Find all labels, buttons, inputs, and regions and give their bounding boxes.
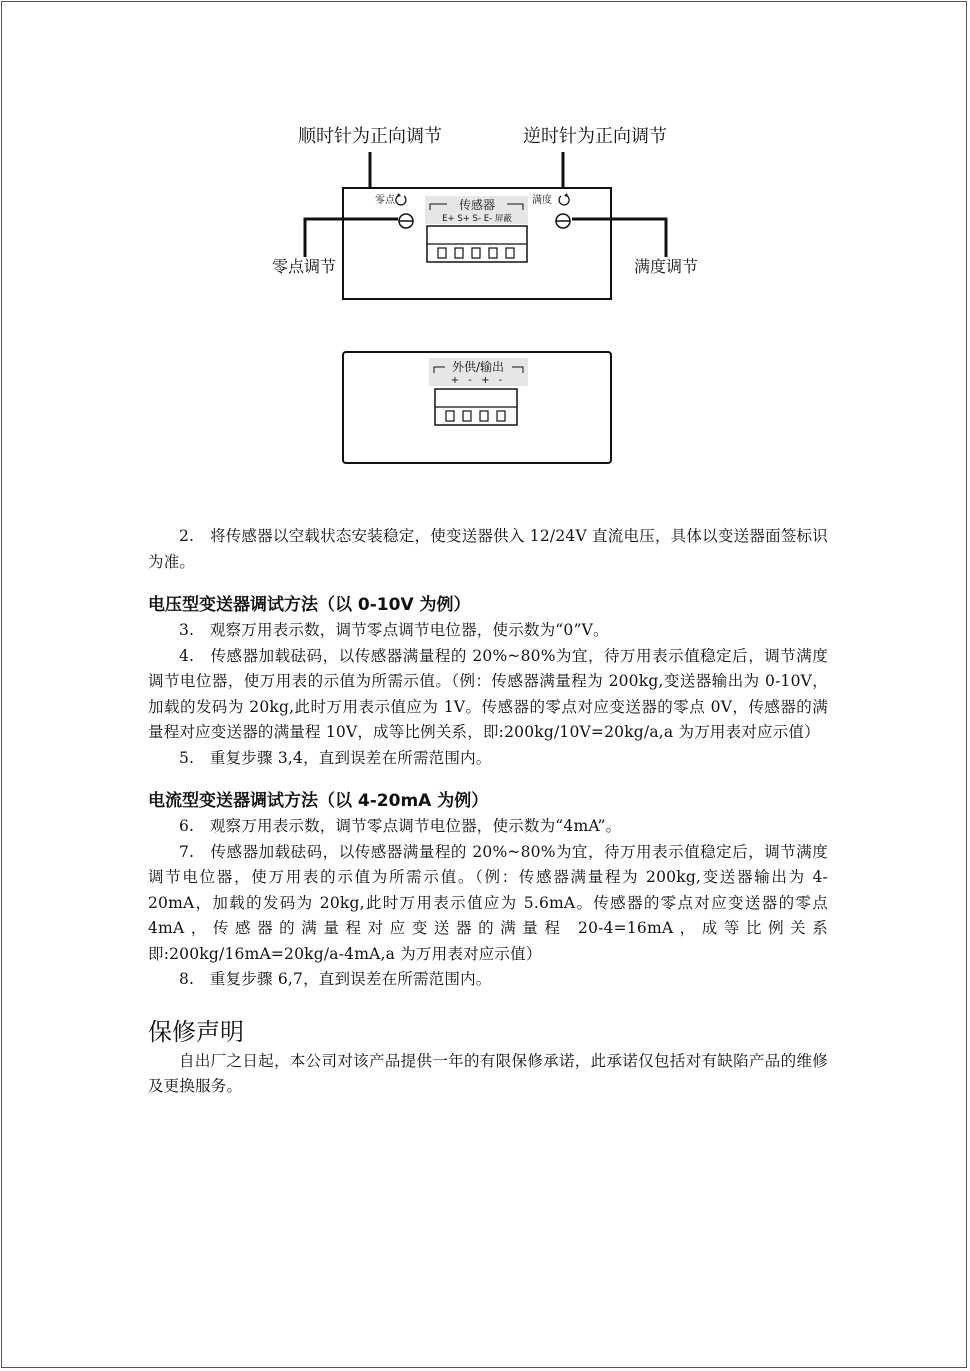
sensor-group-label: 传感器 (458, 198, 496, 212)
zero-potentiometer-icon (399, 214, 413, 228)
instructions-content (148, 524, 828, 1100)
output-pin-labels: + - + - (450, 375, 506, 386)
step-5: 5. 重复步骤 3,4，直到误差在所需范围内。 (179, 748, 492, 767)
sensor-pin-labels: E+ S+ S- E- 屏蔽 (442, 214, 512, 224)
step-7: 7. 传感器加载砝码，以传感器满量程的 20%~80%为宜，待万用表示值稳定后，调节满度调节电位器，使万用表的示值为所需示值。（例：传感器满量程为 200kg,变送器输出为 4-20mA，加载的发码为 20kg,此时万用表示值应为 5.6mA。传感器的零点对应变送器的零点 4mA，传感器的满量程对应变送器的满量程 20-4=16mA，成等比例关系即:200kg/16mA=20kg/a-4mA,a 为万用表对应示值） (148, 842, 828, 963)
voltage-calibration-heading: 电压型变送器调试方法（以 0-10V 为例） (148, 595, 471, 615)
panel-span-label: 满度 (532, 195, 552, 206)
step-8: 8. 重复步骤 6,7，直到误差在所需范围内。 (179, 970, 492, 988)
warranty-title: 保修声明 (148, 1017, 244, 1046)
clockwise-label: 顺时针为正向调节 (298, 126, 442, 147)
step-4: 4. 传感器加载砝码，以传感器满量程的 20%~80%为宜，待万用表示值稳定后，调节满度调节电位器，使万用表的示值为所需示值。（例：传感器满量程为 200kg,变送器输出为 0-10V，加载的发码为 20kg,此时万用表示值应为 1V。传感器的零点对应变送器的零点 0V，传感器的满量程对应变送器的满量程 10V，成等比例关系，即:200kg/10V=20kg/a,a 为万用表对应示值） (148, 646, 828, 741)
counterclockwise-label: 逆时针为正向调节 (523, 126, 667, 147)
output-group-label: 外供/输出 (451, 360, 505, 374)
step-6: 6. 观察万用表示数，调节零点调节电位器，使示数为“4mA”。 (179, 817, 622, 835)
warranty-body: 自出厂之日起，本公司对该产品提供一年的有限保修承诺，此承诺仅包括对有缺陷产品的维修及更换服务。 (148, 1051, 828, 1095)
step-3: 3. 观察万用表示数，调节零点调节电位器，使示数为“0”V。 (179, 621, 609, 639)
span-adjust-label: 满度调节 (633, 257, 699, 276)
transmitter-wiring-diagram (0, 0, 970, 480)
current-calibration-heading: 电流型变送器调试方法（以 4-20mA 为例） (148, 791, 489, 811)
step-2: 2. 将传感器以空载状态安装稳定，使变送器供入 12/24V 直流电压，具体以变送器面签标识为准。 (148, 527, 828, 571)
zero-adjust-label: 零点调节 (271, 257, 337, 276)
panel-zero-label: 零点 (375, 195, 395, 206)
span-potentiometer-icon (556, 214, 570, 228)
